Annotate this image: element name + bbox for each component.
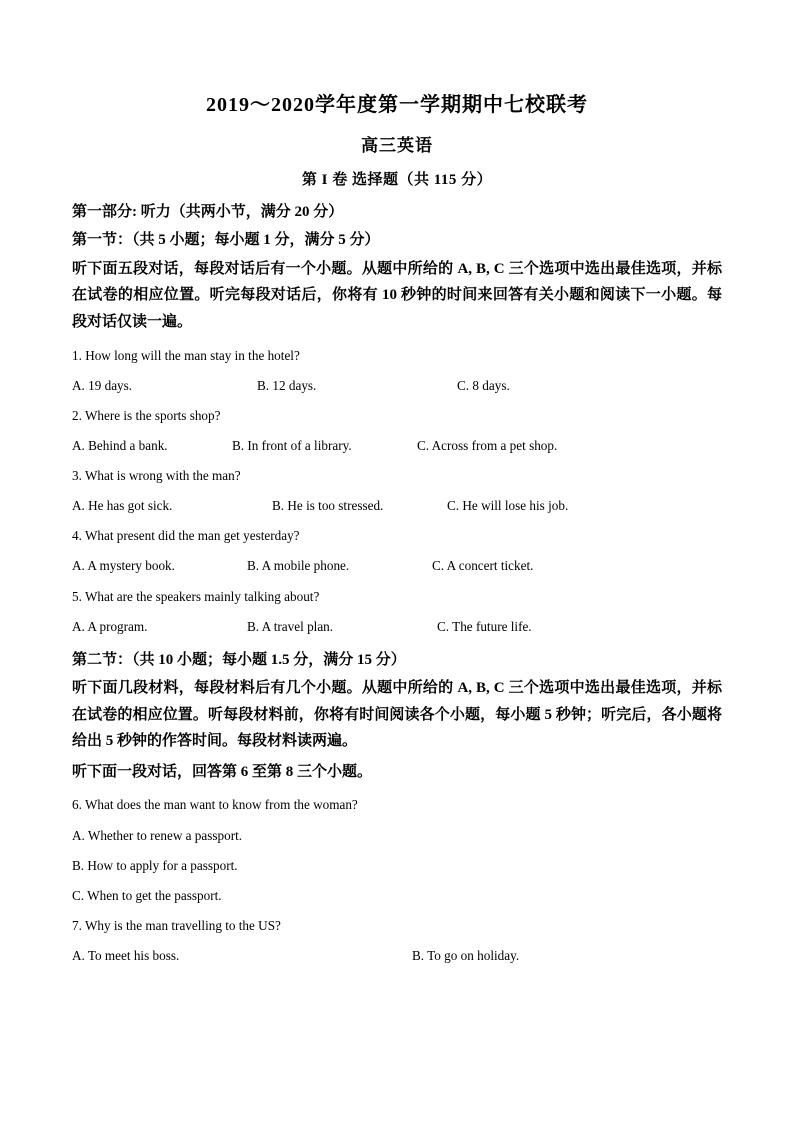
option-a[interactable]: A. To meet his boss. [72,948,180,963]
option-a[interactable]: A. A program. [72,618,148,634]
option-a[interactable]: A. Behind a bank. [72,437,168,453]
option-row [72,435,722,456]
option-row [72,616,722,637]
section-two-lead: 听下面一段对话，回答第 6 至第 8 三个小题。 [72,764,373,781]
option-c[interactable]: C. 8 days. [457,377,510,393]
section-two-instructions: 听下面几段材料，每段材料后有几个小题。从题中所给的 A, B, C 三个选项中选出最佳选项，并标在试卷的相应位置。听每段材料前，你将有时间阅读各个小题，每小题 5 秒钟；听完后，各小题将给出 5 秒钟的作答时间。每段材料读两遍。 [72,680,722,750]
option-b[interactable]: B. To go on holiday. [412,948,520,963]
option-c[interactable]: C. A concert ticket. [432,558,534,574]
option-row [72,885,722,906]
option-a[interactable]: A. Whether to renew a passport. [72,827,243,843]
section-two-heading: 第二节：（共 10 小题；每小题 1.5 分，满分 15 分） [72,651,406,668]
option-b[interactable]: B. 12 days. [257,377,317,393]
question-stem: 1. How long will the man stay in the hotel? [72,347,300,363]
option-row [72,555,722,576]
part-one-heading: 第一部分: 听力（共两小节，满分 20 分） [72,204,344,220]
option-row [72,855,722,876]
option-c[interactable]: C. Across from a pet shop. [417,437,558,453]
question-stem: 3. What is wrong with the man? [72,468,241,484]
option-a[interactable]: A. He has got sick. [72,498,173,514]
question-stem: 7. Why is the man travelling to the US? [72,917,281,933]
option-row [72,945,722,966]
question-stem: 2. Where is the sports shop? [72,407,221,423]
option-c[interactable]: C. When to get the passport. [72,887,222,903]
question-stem: 5. What are the speakers mainly talking about? [72,588,320,604]
option-row [72,825,722,846]
section-one-heading: 第一节：（共 5 小题；每小题 1 分，满分 5 分） [72,232,380,249]
section-one-instructions: 听下面五段对话，每段对话后有一个小题。从题中所给的 A, B, C 三个选项中选出最佳选项，并标在试卷的相应位置。听完每段对话后，你将有 10 秒钟的时间来回答有关小题和阅读下一小题。每段对话仅读一遍。 [72,260,722,330]
option-b[interactable]: B. He is too stressed. [272,498,384,514]
subject-title: 高三英语 [361,136,433,155]
option-b[interactable]: B. A travel plan. [247,618,334,634]
option-row [72,375,722,396]
option-a[interactable]: A. 19 days. [72,377,133,393]
option-a[interactable]: A. A mystery book. [72,558,175,574]
option-c[interactable]: C. He will lose his job. [447,498,569,514]
paper-section-title: 第 I 卷 选择题（共 115 分） [301,172,493,188]
question-stem: 6. What does the man want to know from the woman? [72,797,358,813]
option-row [72,495,722,516]
option-b[interactable]: B. In front of a library. [232,437,352,453]
option-c[interactable]: C. The future life. [437,618,532,634]
option-b[interactable]: B. A mobile phone. [247,558,350,574]
question-stem: 4. What present did the man get yesterday? [72,528,300,544]
page-title: 2019～2020学年度第一学期期中七校联考 [206,94,588,116]
option-b[interactable]: B. How to apply for a passport. [72,857,238,873]
